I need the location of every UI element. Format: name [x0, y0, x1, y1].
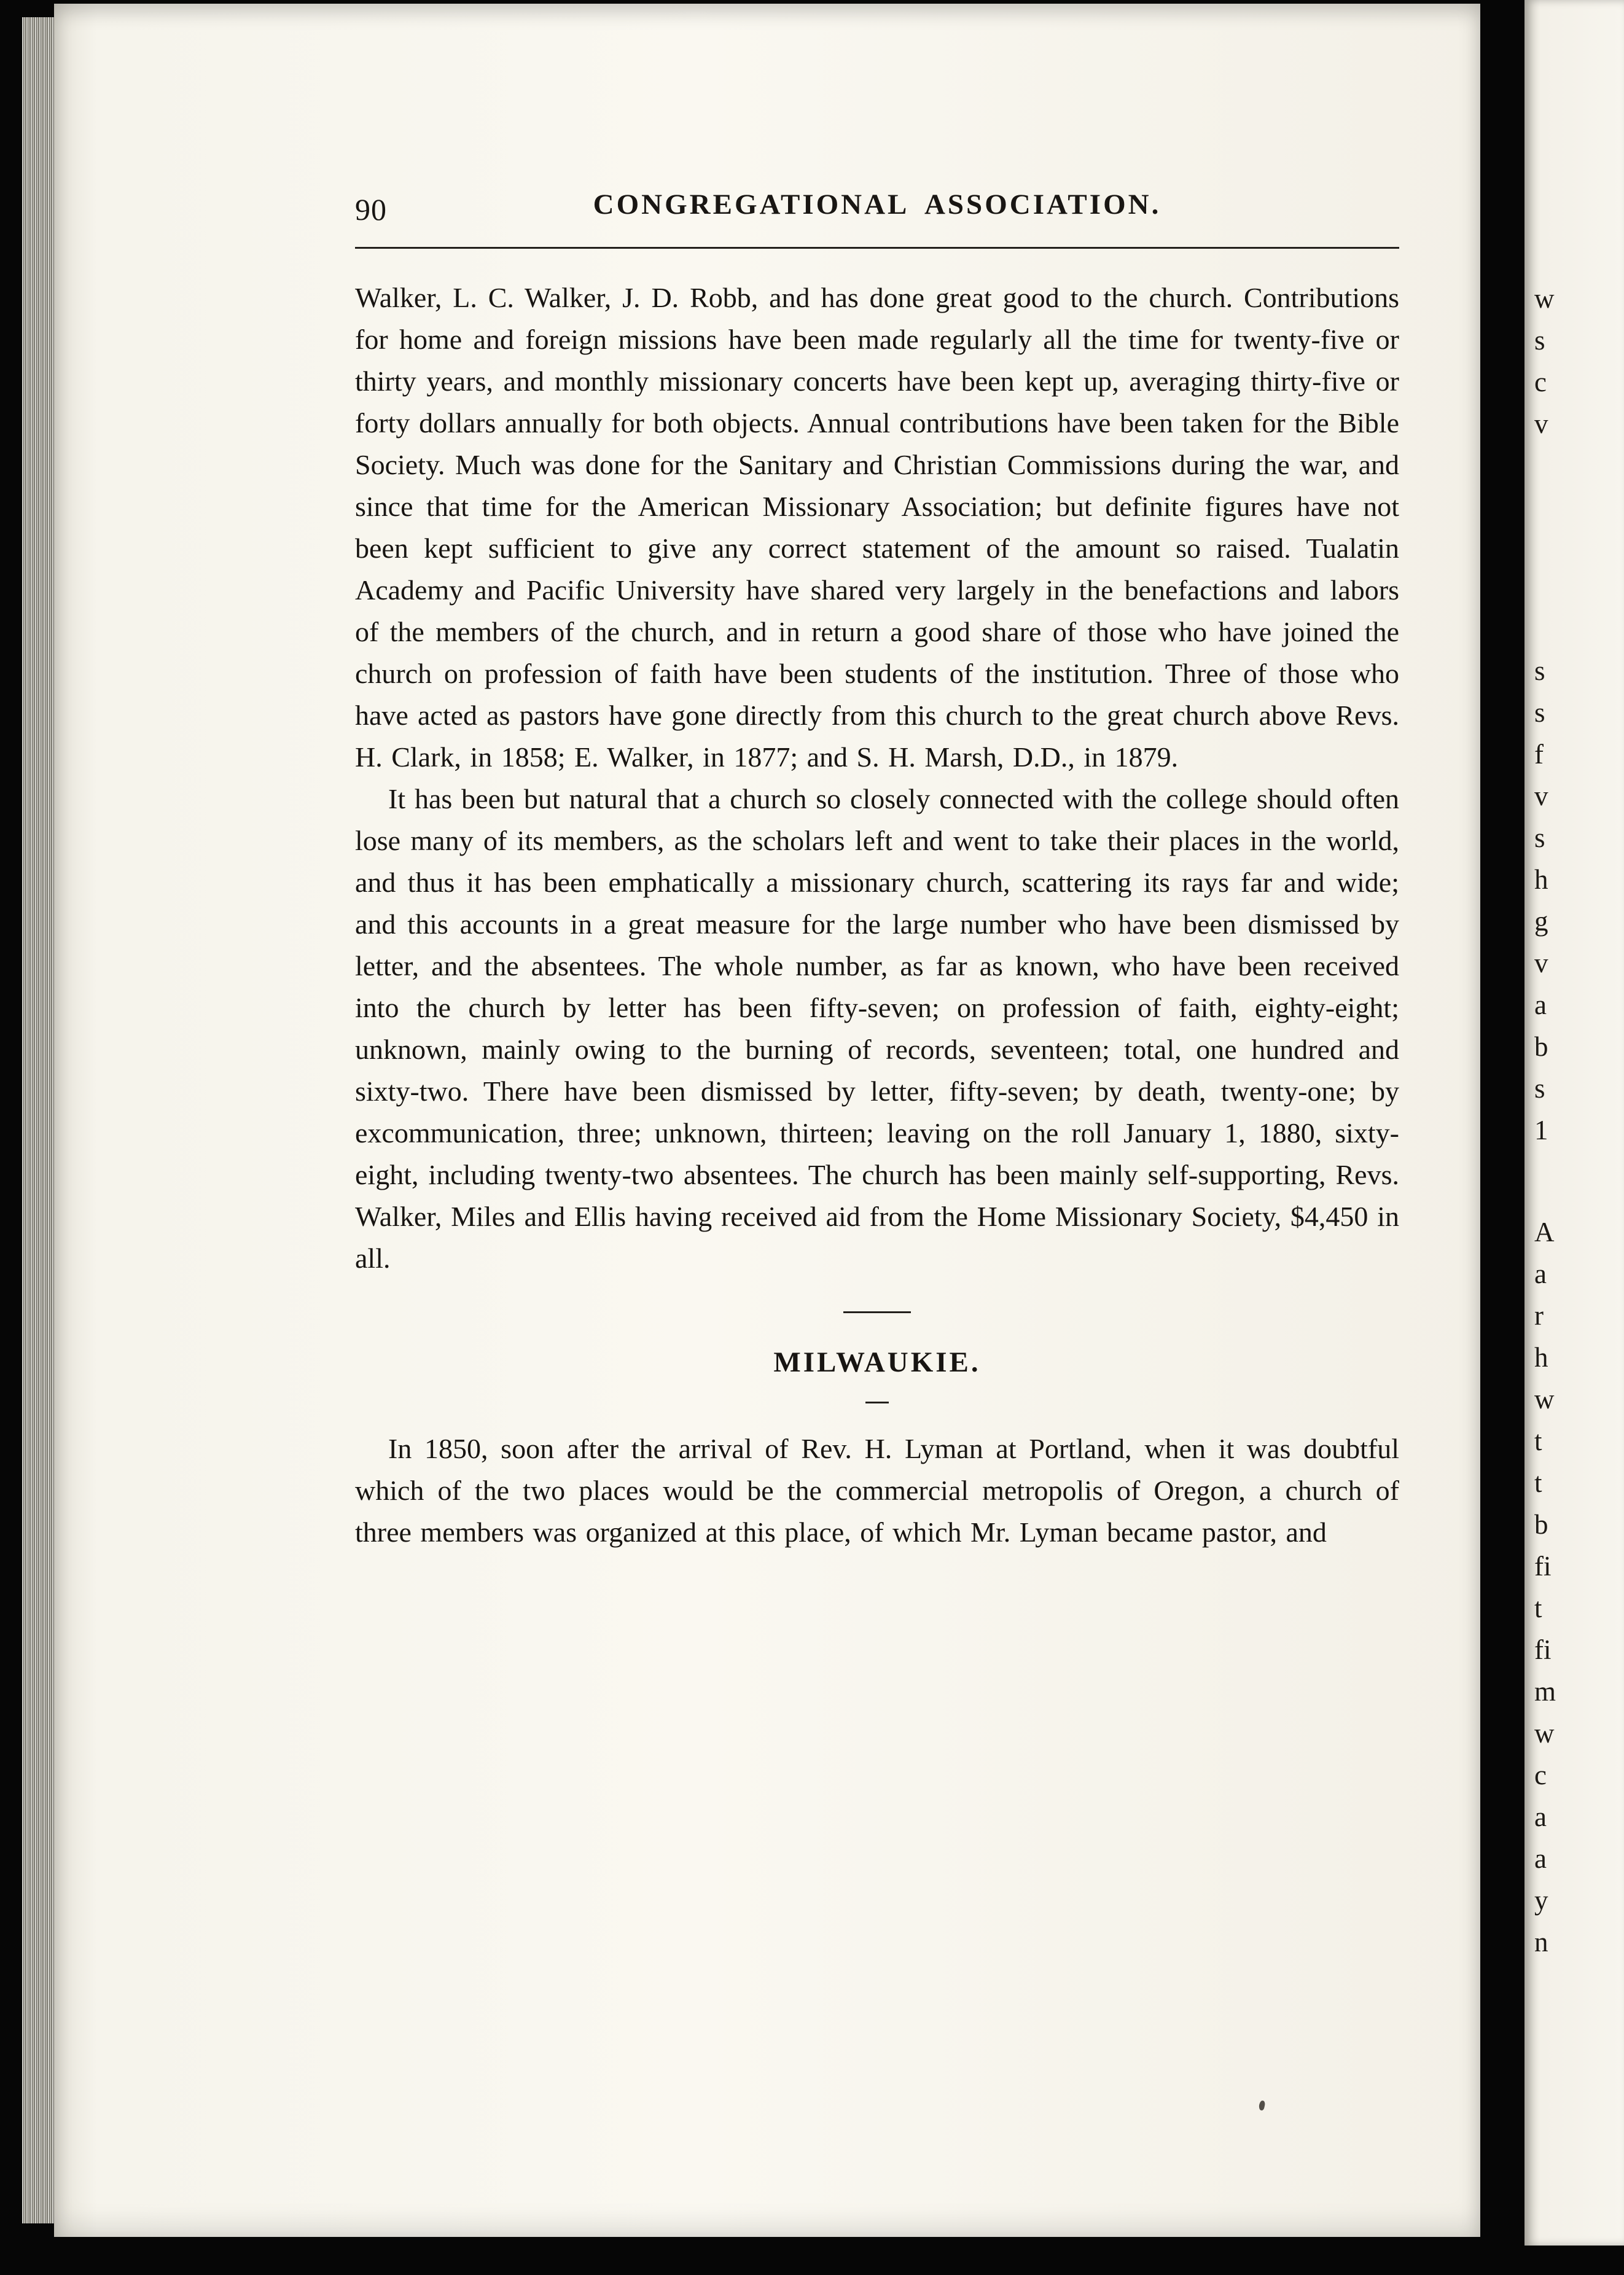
edge-letter: fi	[1534, 1551, 1552, 1582]
cutoff-text-fragments-middle	[1534, 650, 1548, 1151]
edge-letter: t	[1534, 1426, 1542, 1456]
cutoff-text-fragments-bottom	[1534, 1211, 1556, 1963]
paragraph-membership-statistics: It has been but natural that a church so closely connected with the college should often lose many of its members, as the scholars left and went to take their places in the world, and thus it has been emphatically a missionary church, scattering its rays far and wide; and this accounts in a great measure for the large number who have been dismissed by letter, and the absentees. The whole number, as far as known, who have been received into the church by letter has been fifty-seven; on profession of faith, eighty-eight; unknown, mainly owing to the burning of records, seventeen; total, one hundred and sixty-two. There have been dismissed by letter, fifty-seven; by death, twenty-one; by excommunication, three; unknown, thirteen; leaving on the roll January 1, 1880, sixty-eight, including twenty-two absentees. The church has been mainly self-supporting, Revs. Walker, Miles and Ellis having received aid from the Home Missionary Society, $4,450 in all.	[355, 783, 1399, 1274]
edge-letter: v	[1534, 948, 1548, 978]
edge-letter: a	[1534, 1801, 1547, 1832]
edge-letter: w	[1534, 283, 1555, 314]
edge-letter: t	[1534, 1593, 1542, 1623]
edge-letter: g	[1534, 906, 1548, 937]
adjacent-page-edge	[1524, 0, 1624, 2246]
edge-letter: v	[1534, 408, 1548, 439]
edge-letter: s	[1534, 325, 1545, 356]
edge-letter: s	[1534, 1073, 1545, 1104]
page-number: 90	[355, 192, 387, 227]
edge-letter: s	[1534, 822, 1545, 853]
page-content	[355, 188, 1399, 1553]
edge-letter: c	[1534, 367, 1547, 397]
edge-letter: b	[1534, 1509, 1548, 1540]
edge-letter: f	[1534, 739, 1544, 770]
edge-letter: s	[1534, 655, 1545, 686]
book-page	[54, 4, 1480, 2237]
paragraph-milwaukie-founding: In 1850, soon after the arrival of Rev. H. Lyman at Portland, when it was doubtful which of the two places would be the commercial metropolis of Oregon, a church of three members was organized at this place, of which Mr. Lyman became pastor, and	[355, 1433, 1399, 1548]
section-heading-milwaukie: MILWAUKIE.	[773, 1346, 981, 1378]
edge-letter: h	[1534, 864, 1548, 895]
edge-letter: a	[1534, 1843, 1547, 1874]
sub-heading-dash	[865, 1402, 889, 1403]
edge-letter: r	[1534, 1300, 1544, 1331]
body-text	[355, 277, 1399, 1553]
edge-letter: fi	[1534, 1634, 1552, 1665]
edge-letter: w	[1534, 1718, 1555, 1749]
edge-letter: y	[1534, 1885, 1548, 1916]
section-divider-rule	[843, 1311, 911, 1313]
cutoff-text-fragments-top	[1534, 278, 1555, 445]
edge-letter: s	[1534, 697, 1545, 728]
page-header	[355, 188, 1399, 231]
edge-letter: m	[1534, 1676, 1556, 1707]
paragraph-walker-church-history: Walker, L. C. Walker, J. D. Robb, and has done great good to the church. Contributions for home and foreign missions have been made regularly all the time for twenty-five or thirty years, and monthly missionary concerts have been kept up, averaging thirty-five or forty dollars annually for both objects. Annual contributions have been taken for the Bible Society. Much was done for the Sanitary and Christian Commissions during the war, and since that time for the American Missionary Association; but definite figures have not been kept sufficient to give any correct statement of the amount so raised. Tualatin Academy and Pacific University have shared very largely in the benefactions and labors of the members of the church, and in return a good share of those who have joined the church on profession of faith have been students of the institution. Three of those who have acted as pastors have gone directly from this church to the great church above Revs. H. Clark, in 1858; E. Walker, in 1877; and S. H. Marsh, D.D., in 1879.	[355, 282, 1399, 773]
edge-letter: w	[1534, 1384, 1555, 1415]
header-rule	[355, 247, 1399, 249]
edge-letter: t	[1534, 1467, 1542, 1498]
edge-letter: b	[1534, 1031, 1548, 1062]
edge-letter: n	[1534, 1927, 1548, 1957]
edge-letter: a	[1534, 1258, 1547, 1289]
book-page-edges	[22, 17, 55, 2223]
edge-letter: v	[1534, 781, 1548, 811]
edge-letter: h	[1534, 1342, 1548, 1373]
edge-letter: 1	[1534, 1115, 1548, 1145]
edge-letter: c	[1534, 1760, 1547, 1790]
running-title: CONGREGATIONAL ASSOCIATION.	[593, 189, 1161, 220]
edge-letter: a	[1534, 989, 1547, 1020]
ink-speck	[1258, 2100, 1265, 2111]
edge-letter: A	[1534, 1217, 1555, 1247]
